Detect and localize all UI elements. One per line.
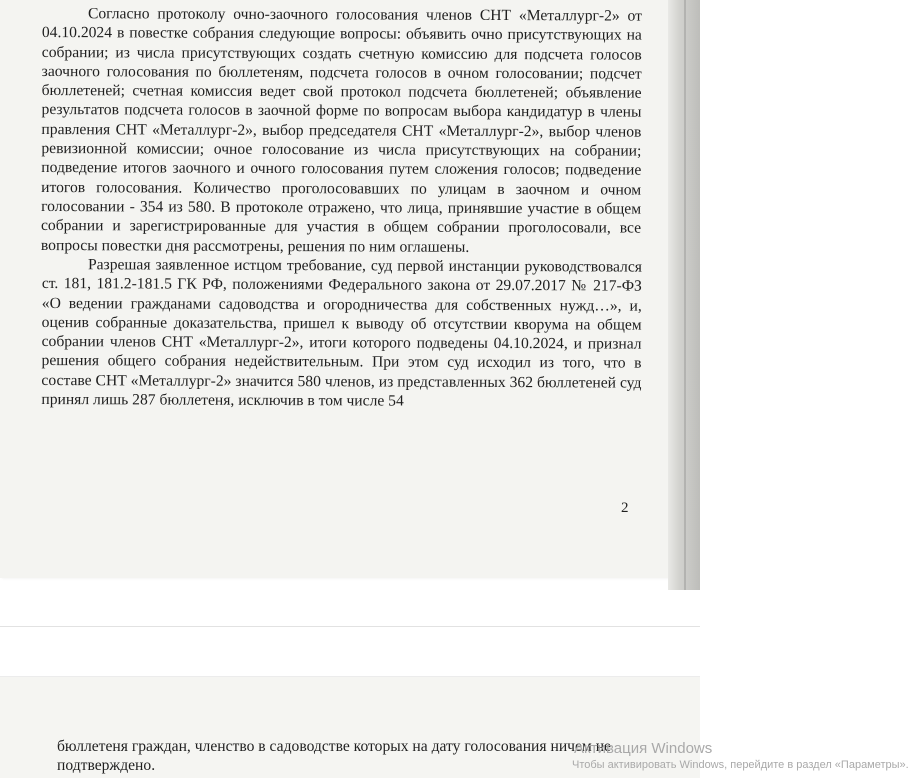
- paragraph-continuation: бюллетеня граждан, членство в садоводстве которых на дату голосования ничем не подтверждено.: [57, 738, 611, 775]
- page-edge-line: [684, 0, 686, 590]
- paragraph-protocol: Согласно протоколу очно-заочного голосования членов СНТ «Металлург-2» от 04.10.2024 в повестке собрания следующие вопросы: объявить очно присутствующих на собрании; из числа присутствующих создать счетную комиссию для подсчета голосов заочного голосования по бюллетеням, подсчета голосов в очном голосовании; подсчет бюллетеней; счетная комиссия ведет свой протокол подсчета бюллетеней; объявление результатов подсчета голосов в заочной форме по вопросам выбора кандидатур в члены правления СНТ «Металлург-2», выбор председателя СНТ «Металлург-2», выбор членов ревизионной комиссии; очное голосование из числа присутствующих на собрании; подведение итогов заочного и очного голосования путем сложения голосов; подведение итогов голосования. Количество проголосовавших по улицам в заочном и очном голосовании - 354 из 580. В протоколе отражено, что лица, принявшие участие в общем собрании и зарегистрированные для участия в общем собрании проголосовали, все вопросы повестки дня рассмотрены, решения по ним оглашены.: [40, 5, 642, 256]
- document-body: [42, 4, 642, 409]
- page-separator: [0, 626, 700, 627]
- continuation-body: [57, 737, 647, 776]
- watermark-title: Активация Windows: [574, 740, 713, 757]
- page-number: 2: [621, 500, 629, 516]
- paragraph-court-ruling: Разрешая заявленное истцом требование, суд первой инстанции руководствовался ст. 181, 181.2-181.5 ГК РФ, положениями Федерального закона от 29.07.2017 № 217-ФЗ «О ведении гражданами садоводства и огородничества для собственных нужд…», и, оценив собранные доказательства, пришел к выводу об отсутствии кворума на общем собрании членов СНТ «Металлург-2», итоги которого подведены 04.10.2024, и признал решения общего собрания недействительным. При этом суд исходил из того, что в составе СНТ «Металлург-2» значится 580 членов, из представленных 362 бюллетеней суд принял лишь 287 бюллетеня, исключив в том числе 54: [41, 256, 642, 410]
- watermark-subtitle: Чтобы активировать Windows, перейдите в раздел «Параметры».: [572, 759, 909, 771]
- windows-activation-watermark: [574, 740, 909, 773]
